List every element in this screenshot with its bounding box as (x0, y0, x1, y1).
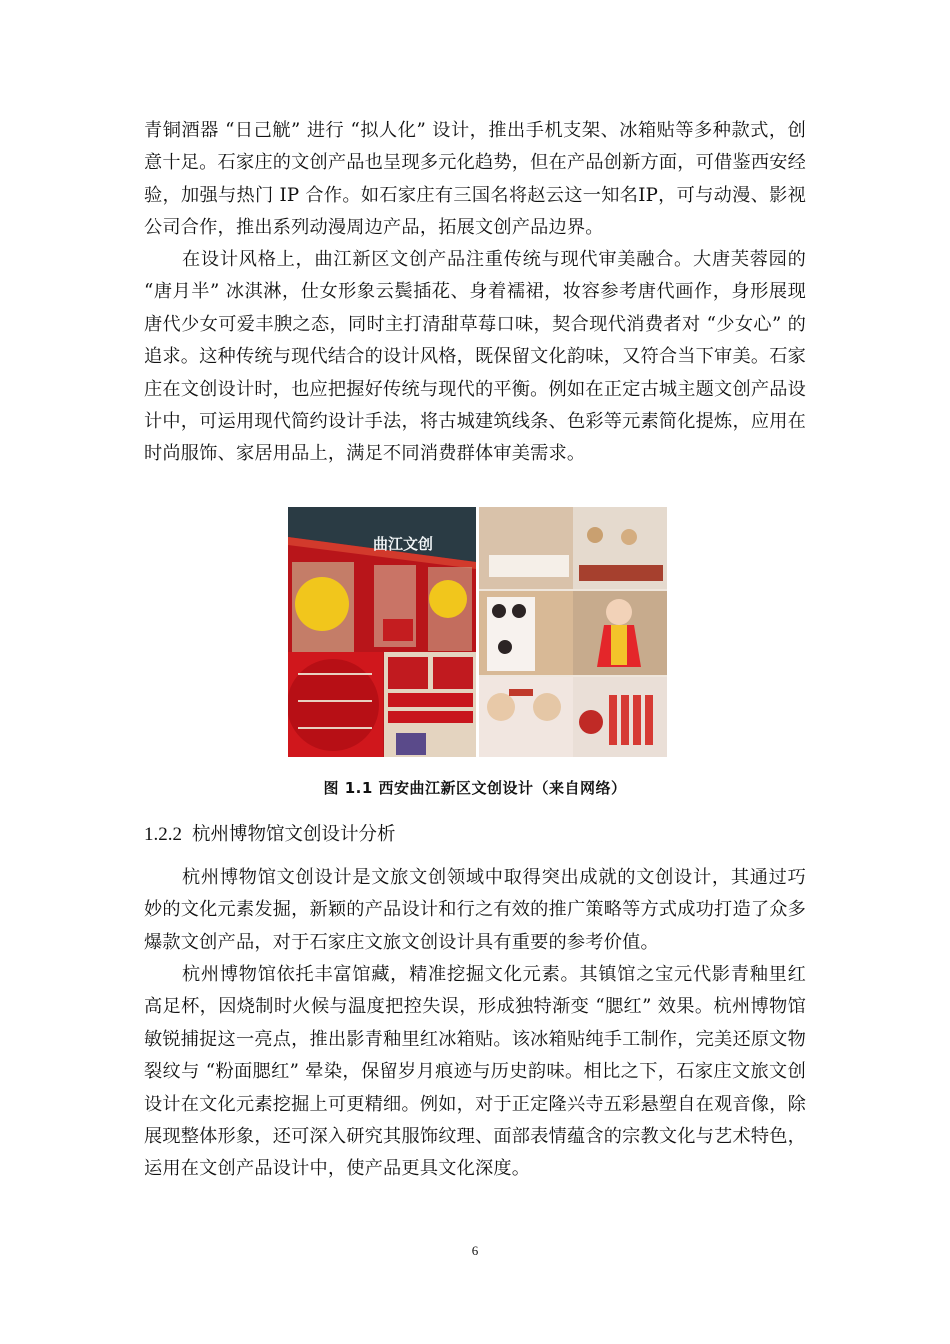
paragraph-ip-cooperation: 青铜酒器 “日己觥” 进行 “拟人化” 设计，推出手机支架、冰箱贴等多种款式，创意十足。石家庄的文创产品也呈现多元化趋势，但在产品创新方面，可借鉴西安经验，加强与热门 IP 合作。如石家庄有三国名将赵云这一知名IP，可与动漫、影视公司合作，推出系列动漫周边产品，拓展文创产品边界。 (144, 120, 806, 239)
photo-qujiang-products (479, 507, 667, 757)
store-front-image (288, 507, 476, 757)
page-number: 6 (471, 1243, 479, 1258)
svg-text:曲江文创: 曲江文创 (372, 535, 434, 553)
figure-caption: 图 1.1 西安曲江新区文创设计（来自网络） (323, 779, 627, 797)
section-number: 1.2.2 (144, 824, 182, 845)
products-image (479, 507, 667, 757)
section-heading (144, 820, 396, 846)
section-title: 杭州博物馆文创设计分析 (192, 824, 396, 845)
paragraph-design-style: 在设计风格上，曲江新区文创产品注重传统与现代审美融合。大唐芙蓉园的 “唐月半” 冰淇淋，仕女形象云鬓插花、身着襦裙，妆容参考唐代画作，身形展现唐代少女可爱丰腴之态，同时主打清甜草莓口味，契合现代消费者对 “少女心” 的追求。这种传统与现代结合的设计风格，既保留文化韵味，又符合当下审美。石家庄在文创设计时，也应把握好传统与现代的平衡。例如在正定古城主题文创产品设计中，可运用现代简约设计手法，将古城建筑线条、色彩等元素简化提炼，应用在时尚服饰、家居用品上，满足不同消费群体审美需求。 (144, 249, 806, 465)
photo-qujiang-store (288, 507, 476, 757)
figure-qujiang-photos (288, 507, 667, 757)
paragraph-hangzhou-intro: 杭州博物馆文创设计是文旅文创领域中取得突出成就的文创设计，其通过巧妙的文化元素发掘，新颖的产品设计和行之有效的推广策略等方式成功打造了众多爆款文创产品，对于石家庄文旅文创设计具有重要的参考价值。 (144, 867, 806, 953)
paragraph-hangzhou-elements: 杭州博物馆依托丰富馆藏，精准挖掘文化元素。其镇馆之宝元代影青釉里红高足杯，因烧制时火候与温度把控失误，形成独特渐变 “腮红” 效果。杭州博物馆敏锐捕捉这一亮点，推出影青釉里红冰箱贴。该冰箱贴纯手工制作，完美还原文物裂纹与 “粉面腮红” 晕染，保留岁月痕迹与历史韵味。相比之下，石家庄文旅文创设计在文化元素挖掘上可更精细。例如，对于正定隆兴寺五彩悬塑自在观音像，除展现整体形象，还可深入研究其服饰纹理、面部表情蕴含的宗教文化与艺术特色，运用在文创产品设计中，使产品更具文化深度。 (144, 964, 806, 1180)
